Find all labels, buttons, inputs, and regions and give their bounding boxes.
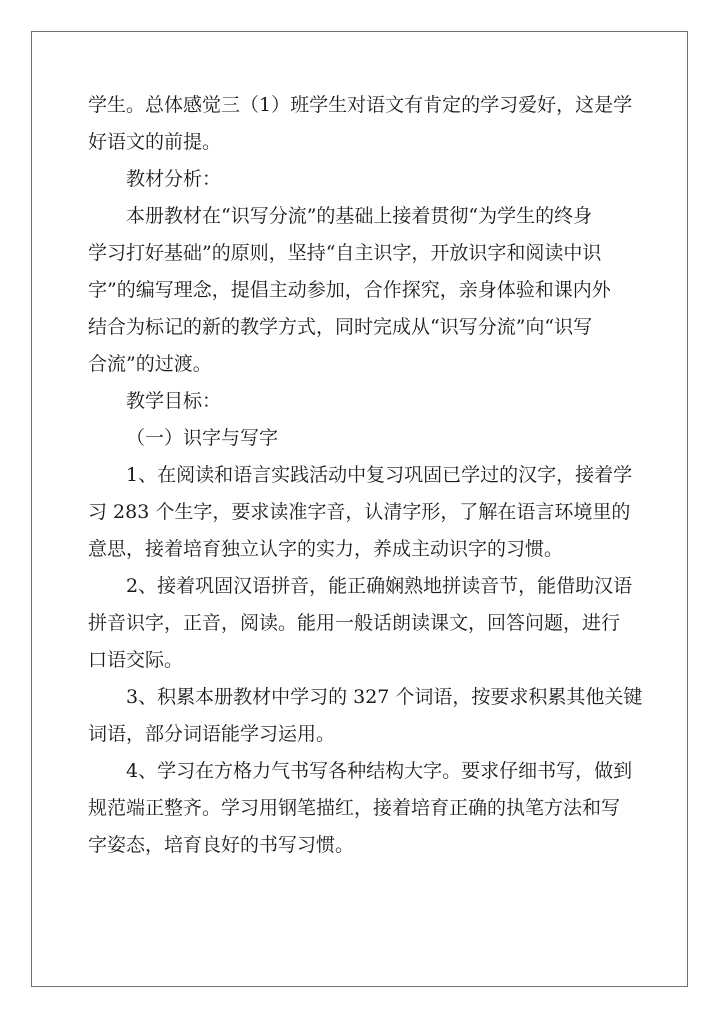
text-line: 合流”的过渡。: [88, 353, 212, 375]
text-line: 4、学习在方格力气书写各种结构大字。要求仔细书写，做到: [126, 760, 633, 782]
text-line: 本册教材在“识写分流”的基础上接着贯彻“为学生的终身: [126, 205, 593, 227]
paragraph-p1: [88, 87, 648, 161]
text-line: 教学目标：: [126, 390, 222, 412]
text-line: 教材分析：: [126, 168, 222, 190]
paragraph-p6: [88, 457, 648, 568]
paragraph-p3: [88, 198, 648, 383]
text-line: （一）识字与写字: [126, 427, 279, 449]
text-line: 结合为标记的新的教学方式，同时完成从“识写分流”向“识写: [88, 316, 593, 338]
text-line: 习 283 个生字，要求读准字音，认清字形，了解在语言环境里的: [88, 501, 631, 523]
document-body: [88, 87, 648, 864]
text-line: 口语交际。: [88, 649, 184, 671]
text-line: 字姿态，培育良好的书写习惯。: [88, 834, 355, 856]
text-line: 1、在阅读和语言实践活动中复习巩固已学过的汉字，接着学: [126, 464, 633, 486]
text-line: 意思，接着培育独立认字的实力，养成主动识字的习惯。: [88, 538, 564, 560]
text-line: 规范端正整齐。学习用钢笔描红，接着培育正确的执笔方法和写: [88, 797, 621, 819]
text-line: 拼音识字，正音，阅读。能用一般话朗读课文，回答问题，进行: [88, 612, 621, 634]
paragraph-p5: [88, 420, 648, 457]
text-line: 2、接着巩固汉语拼音，能正确娴熟地拼读音节，能借助汉语: [126, 575, 633, 597]
paragraph-p4: [88, 383, 648, 420]
text-line: 学生。总体感觉三（1）班学生对语文有肯定的学习爱好，这是学: [88, 94, 633, 116]
text-line: 词语，部分词语能学习运用。: [88, 723, 336, 745]
text-line: 好语文的前提。: [88, 131, 222, 153]
paragraph-p2: [88, 161, 648, 198]
paragraph-p8: [88, 679, 648, 753]
text-line: 学习打好基础”的原则，坚持“自主识字，开放识字和阅读中识: [88, 242, 602, 264]
text-line: 字”的编写理念，提倡主动参加，合作探究，亲身体验和课内外: [88, 279, 611, 301]
paragraph-p7: [88, 568, 648, 679]
paragraph-p9: [88, 753, 648, 864]
text-line: 3、积累本册教材中学习的 327 个词语，按要求积累其他关键: [126, 686, 643, 708]
